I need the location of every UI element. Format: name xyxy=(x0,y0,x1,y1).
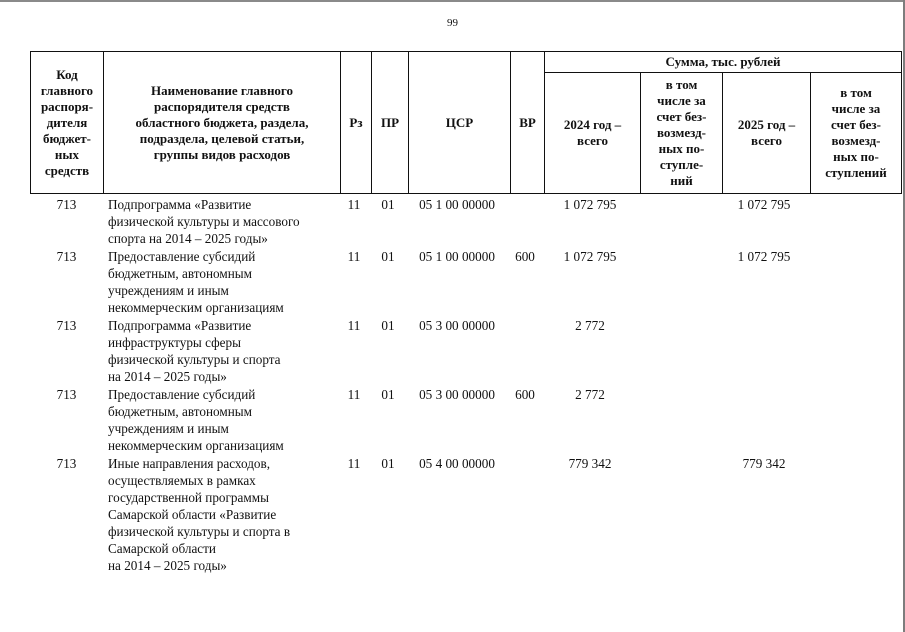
text-line: всего xyxy=(751,133,782,148)
text-line: некоммерческим организациям xyxy=(108,438,284,453)
text-line: всего xyxy=(577,133,608,148)
text-line: 2024 год – xyxy=(563,117,622,132)
row-rz: 11 xyxy=(347,197,361,212)
table-header xyxy=(30,51,902,194)
table-row xyxy=(30,386,901,455)
text-line: на 2014 – 2025 годы» xyxy=(108,558,227,573)
text-line: Иные направления расходов, xyxy=(108,456,271,471)
header-vr: ВР xyxy=(511,52,545,194)
text-line: дителя xyxy=(46,114,88,130)
text-line: Предоставление субсидий xyxy=(108,387,256,402)
table-row xyxy=(30,455,901,575)
text-line: Подпрограмма «Развитие xyxy=(108,197,252,212)
text-line: числе за xyxy=(831,101,881,116)
text-line: Самарской области xyxy=(108,541,216,556)
row-vr: 600 xyxy=(515,387,535,402)
text-line: областного бюджета, раздела, xyxy=(135,114,309,130)
row-vr: 600 xyxy=(515,249,535,264)
row-pr: 01 xyxy=(381,387,395,402)
text-line: бюджетным, автономным xyxy=(108,266,252,281)
row-rz: 11 xyxy=(347,456,361,471)
text-line: возмезд- xyxy=(657,125,706,140)
text-line: ных по- xyxy=(833,149,879,164)
row-name xyxy=(108,455,340,574)
text-line: счет без- xyxy=(656,109,707,124)
text-line: спорта на 2014 – 2025 годы» xyxy=(108,231,268,246)
table-row xyxy=(30,196,901,248)
header-2024-free xyxy=(641,73,723,194)
text-line: ных xyxy=(54,146,80,162)
row-name xyxy=(108,196,340,247)
row-sum-2025: 779 342 xyxy=(742,456,786,471)
text-line: Код xyxy=(56,66,78,82)
text-line: ступлений xyxy=(825,165,887,180)
row-pr: 01 xyxy=(381,249,395,264)
row-code: 713 xyxy=(56,197,77,212)
row-sum-2025: 1 072 795 xyxy=(737,249,791,264)
row-name xyxy=(108,317,340,385)
text-line: физической культуры и массового xyxy=(108,214,300,229)
text-line: средств xyxy=(44,162,90,178)
text-line: осуществляемых в рамках xyxy=(108,473,256,488)
text-line: ний xyxy=(670,173,693,188)
header-name xyxy=(104,52,341,194)
text-line: возмезд- xyxy=(831,133,881,148)
row-pr: 01 xyxy=(381,456,395,471)
row-sum-2024: 2 772 xyxy=(575,318,605,333)
text-line: распорядителя средств xyxy=(154,98,290,114)
text-line: бюджетным, автономным xyxy=(108,404,252,419)
text-line: инфраструктуры сферы xyxy=(108,335,241,350)
row-csr: 05 4 00 00000 xyxy=(419,456,495,471)
row-csr: 05 1 00 00000 xyxy=(419,249,495,264)
header-pr: ПР xyxy=(372,52,409,194)
row-sum-2024: 1 072 795 xyxy=(563,197,617,212)
header-2025-free xyxy=(811,73,902,194)
row-csr: 05 1 00 00000 xyxy=(419,197,495,212)
row-name xyxy=(108,386,340,454)
text-line: государственной программы xyxy=(108,490,269,505)
text-line: физической культуры и спорта в xyxy=(108,524,291,539)
row-code: 713 xyxy=(56,318,77,333)
text-line: учреждениям и иным xyxy=(108,421,229,436)
text-line: 2025 год – xyxy=(737,117,796,132)
text-line: Предоставление субсидий xyxy=(108,249,256,264)
text-line: подраздела, целевой статьи, xyxy=(139,130,305,146)
text-line: на 2014 – 2025 годы» xyxy=(108,369,227,384)
text-line: Наименование главного xyxy=(150,82,294,98)
text-line: Подпрограмма «Развитие xyxy=(108,318,252,333)
text-line: ных по- xyxy=(658,141,705,156)
text-line: бюджет- xyxy=(42,130,91,146)
row-code: 713 xyxy=(56,249,77,264)
row-rz: 11 xyxy=(347,387,361,402)
row-csr: 05 3 00 00000 xyxy=(419,318,495,333)
text-line: ступле- xyxy=(659,157,704,172)
row-code: 713 xyxy=(56,387,77,402)
page-number: 99 xyxy=(447,17,458,29)
header-rz: Рз xyxy=(341,52,372,194)
row-sum-2024: 779 342 xyxy=(568,456,612,471)
header-csr: ЦСР xyxy=(409,52,511,194)
row-pr: 01 xyxy=(381,318,395,333)
text-line: распоря- xyxy=(40,98,94,114)
row-name xyxy=(108,248,340,316)
text-line: группы видов расходов xyxy=(153,146,291,162)
row-rz: 11 xyxy=(347,318,361,333)
text-line: числе за xyxy=(657,93,706,108)
row-csr: 05 3 00 00000 xyxy=(419,387,495,402)
table-row xyxy=(30,248,901,317)
row-pr: 01 xyxy=(381,197,395,212)
table-body xyxy=(30,196,901,575)
text-line: физической культуры и спорта xyxy=(108,352,281,367)
row-sum-2024: 1 072 795 xyxy=(563,249,617,264)
text-line: главного xyxy=(40,82,94,98)
row-code: 713 xyxy=(56,456,77,471)
text-line: счет без- xyxy=(831,117,881,132)
text-line: Самарской области «Развитие xyxy=(108,507,277,522)
row-rz: 11 xyxy=(347,249,361,264)
header-code xyxy=(31,52,104,194)
row-sum-2025: 1 072 795 xyxy=(737,197,791,212)
text-line: в том xyxy=(665,77,698,92)
header-2024-total xyxy=(545,73,641,194)
text-line: в том xyxy=(840,85,872,100)
text-line: учреждениям и иным xyxy=(108,283,229,298)
row-sum-2024: 2 772 xyxy=(575,387,605,402)
scan-top-edge xyxy=(0,0,905,2)
text-line: некоммерческим организациям xyxy=(108,300,284,315)
table-row xyxy=(30,317,901,386)
header-2025-total xyxy=(723,73,811,194)
header-sum-title: Сумма, тыс. рублей xyxy=(545,52,902,73)
